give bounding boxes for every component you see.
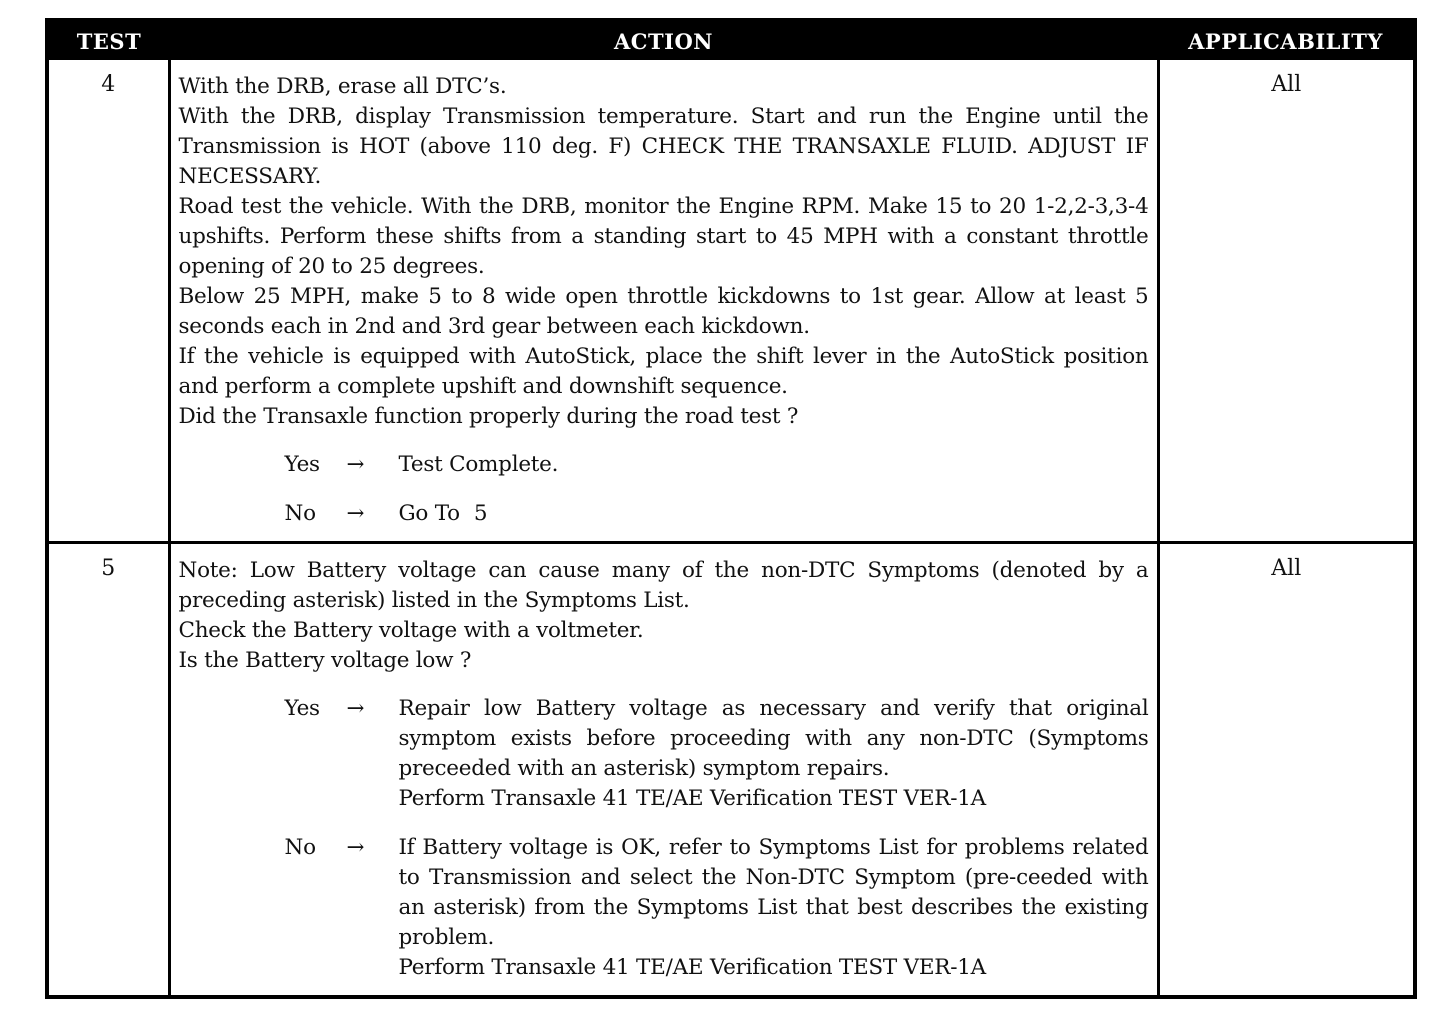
yes-text: Repair low Battery voltage as necessary and verify that original symptom exists before proceeding with any non-DTC (Symptoms preceeded with an asterisk) symptom repairs. <box>398 696 1149 781</box>
action-step: Below 25 MPH, make 5 to 8 wide open throttle kickdowns to 1st gear. Allow at least 5 seconds each in 2nd and 3rd gear between each kickdown. <box>178 284 1149 339</box>
no-answer <box>179 833 1149 983</box>
yes-result <box>399 450 1149 480</box>
right-arrow-icon: → <box>346 452 365 477</box>
right-arrow-icon: → <box>346 696 365 721</box>
action-step: Check the Battery voltage with a voltmeter. <box>178 618 644 643</box>
goto-test-link[interactable]: 5 <box>473 501 488 526</box>
applicability-cell: All <box>1158 543 1415 998</box>
no-text: If Battery voltage is OK, refer to Symptoms List for problems related to Transmission and select the Non-DTC Symptom (pre-ceeded with an asterisk) from the Symptoms List that best describes the existing problem. <box>398 835 1149 950</box>
no-label: No <box>284 501 316 526</box>
action-step: Road test the vehicle. With the DRB, monitor the Engine RPM. Make 15 to 20 1-2,2-3,3-4 upshifts. Perform these shifts from a standing start to 45 MPH with a constant throttle opening of 20 to 25 degrees. <box>178 194 1149 279</box>
no-answer <box>179 499 1149 529</box>
test-number: 4 <box>47 60 169 543</box>
yes-label: Yes <box>284 452 320 477</box>
test-row-5 <box>47 543 1415 998</box>
right-arrow-icon: → <box>346 501 365 526</box>
no-perform-text: Perform Transaxle 41 TE/AE Verification TEST VER-1A <box>398 955 986 980</box>
no-result <box>399 499 1149 529</box>
no-result <box>399 833 1149 983</box>
header-applicability: APPLICABILITY <box>1158 20 1415 60</box>
header-action: ACTION <box>169 20 1158 60</box>
action-step: With the DRB, erase all DTC’s. <box>178 74 507 99</box>
action-cell <box>169 543 1158 998</box>
no-text <box>399 499 1149 529</box>
answers <box>179 694 1149 983</box>
right-arrow-icon: → <box>346 835 365 860</box>
action-cell <box>169 60 1158 543</box>
yes-result <box>399 694 1149 814</box>
action-step: With the DRB, display Transmission temperature. Start and run the Engine until the Transmission is HOT (above 110 deg. F) CHECK THE TRANSAXLE FLUID. ADJUST IF NECESSARY. <box>178 104 1149 189</box>
action-question: Did the Transaxle function properly during the road test ? <box>178 404 799 429</box>
yes-answer <box>179 450 1149 480</box>
action-step: If the vehicle is equipped with AutoStick, place the shift lever in the AutoStick position and perform a complete upshift and downshift sequence. <box>178 344 1149 399</box>
table-header <box>47 20 1415 60</box>
action-note: Note: Low Battery voltage can cause many of the non-DTC Symptoms (denoted by a preceding asterisk) listed in the Symptoms List. <box>178 558 1149 613</box>
goto-text: Go To <box>398 501 460 526</box>
yes-perform-text: Perform Transaxle 41 TE/AE Verification TEST VER-1A <box>398 786 986 811</box>
answers <box>179 450 1149 529</box>
action-question: Is the Battery voltage low ? <box>178 648 472 673</box>
yes-answer <box>179 694 1149 814</box>
header-test: TEST <box>47 20 169 60</box>
yes-label: Yes <box>284 696 320 721</box>
test-number: 5 <box>47 543 169 998</box>
diagnostic-test-page <box>45 18 1413 999</box>
no-label: No <box>284 835 316 860</box>
yes-text: Test Complete. <box>398 452 559 477</box>
test-row-4 <box>47 60 1415 543</box>
diagnostic-test-table <box>45 18 1417 999</box>
applicability-cell: All <box>1158 60 1415 543</box>
